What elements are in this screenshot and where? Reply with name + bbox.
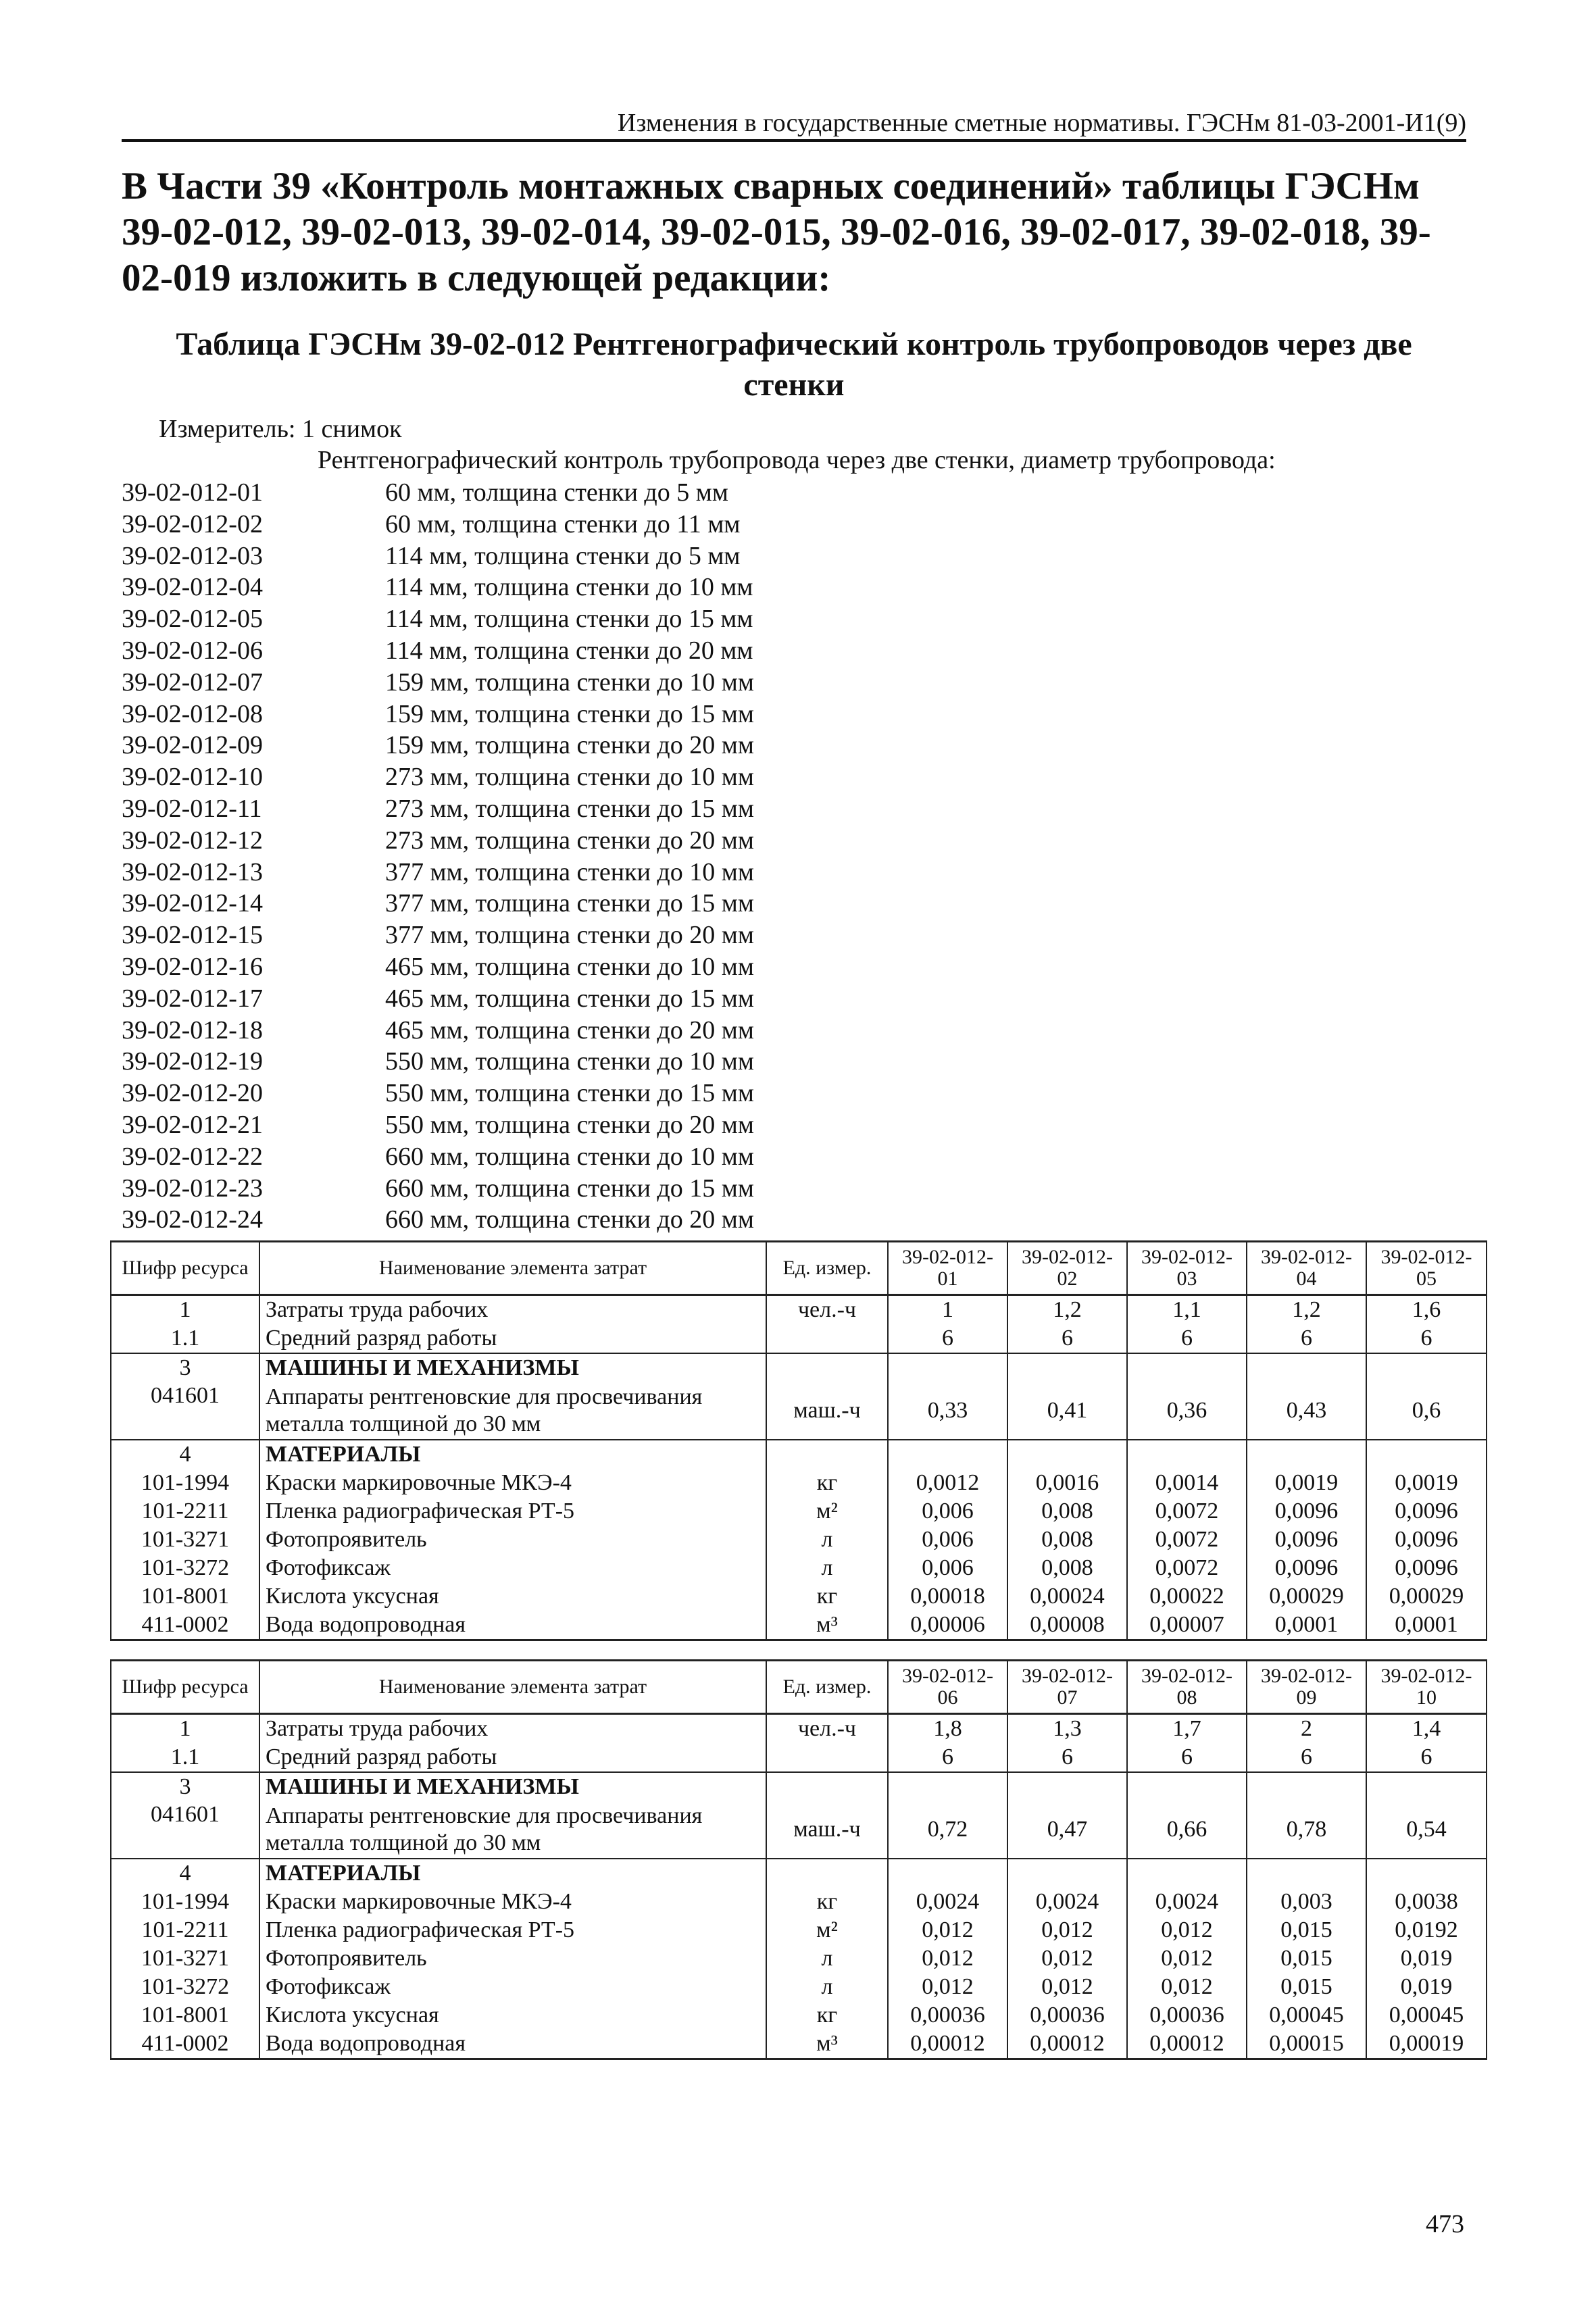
table-row xyxy=(111,1714,1487,1744)
resource-value xyxy=(888,1859,1007,1888)
resource-unit xyxy=(766,1324,888,1353)
resource-value: 0,00045 xyxy=(1366,2001,1487,2030)
resource-value: 0,00029 xyxy=(1247,1582,1366,1611)
header-norm-code: 39-02-012-06 xyxy=(888,1661,1007,1714)
resource-value: 0,0072 xyxy=(1127,1554,1247,1582)
table-row xyxy=(111,1440,1487,1469)
norm-code: 39-02-012-12 xyxy=(122,826,263,855)
resource-value: 0,0072 xyxy=(1127,1497,1247,1526)
resource-value: 0,0001 xyxy=(1247,1611,1366,1640)
resource-value: 0,00036 xyxy=(1007,2001,1127,2030)
resource-name: Фотофиксаж xyxy=(259,1554,766,1582)
resource-unit xyxy=(766,1743,888,1772)
resource-value: 1,3 xyxy=(1007,1714,1127,1744)
resource-value: 0,012 xyxy=(1007,1944,1127,1973)
resource-value xyxy=(1007,1859,1127,1888)
resource-code: 101-2211 xyxy=(111,1916,259,1944)
resource-name: Вода водопроводная xyxy=(259,1611,766,1640)
resource-name: Пленка радиографическая РТ-5 xyxy=(259,1916,766,1944)
resource-value: 0,00036 xyxy=(888,2001,1007,2030)
resource-value: 0,0096 xyxy=(1366,1554,1487,1582)
resource-name: Пленка радиографическая РТ-5 xyxy=(259,1497,766,1526)
norm-description: 114 мм, толщина стенки до 15 мм xyxy=(385,605,753,634)
resource-name: Фотопроявитель xyxy=(259,1944,766,1973)
norm-code: 39-02-012-17 xyxy=(122,984,263,1013)
norm-code: 39-02-012-23 xyxy=(122,1174,263,1203)
resource-value: 0,00024 xyxy=(1007,1582,1127,1611)
table-row xyxy=(111,1772,1487,1801)
resource-unit: л xyxy=(766,1526,888,1554)
header-norm-code: 39-02-012-02 xyxy=(1007,1242,1127,1295)
header-norm-code: 39-02-012-10 xyxy=(1366,1661,1487,1714)
norm-description: 159 мм, толщина стенки до 10 мм xyxy=(385,668,754,697)
resource-value xyxy=(1366,1772,1487,1801)
header-code: Шифр ресурса xyxy=(111,1242,259,1295)
resource-value xyxy=(1247,1353,1366,1382)
resource-value: 0,012 xyxy=(1007,1916,1127,1944)
norm-code: 39-02-012-10 xyxy=(122,763,263,792)
header-norm-code: 39-02-012-07 xyxy=(1007,1661,1127,1714)
norm-description: 550 мм, толщина стенки до 20 мм xyxy=(385,1110,754,1139)
norm-code: 39-02-012-21 xyxy=(122,1110,263,1139)
resource-value: 0,012 xyxy=(1127,1973,1247,2001)
resource-value: 1,1 xyxy=(1127,1295,1247,1325)
resource-value: 0,0024 xyxy=(1127,1888,1247,1916)
norm-code: 39-02-012-13 xyxy=(122,857,263,886)
table-row xyxy=(111,1801,1487,1859)
resource-unit: чел.-ч xyxy=(766,1295,888,1325)
resource-value: 0,00019 xyxy=(1366,2030,1487,2059)
resource-value xyxy=(1007,1772,1127,1801)
resource-name: Кислота уксусная xyxy=(259,1582,766,1611)
norm-code: 39-02-012-24 xyxy=(122,1205,263,1234)
norm-description: 377 мм, толщина стенки до 20 мм xyxy=(385,921,754,950)
resource-value xyxy=(1007,1353,1127,1382)
resource-value: 0,00008 xyxy=(1007,1611,1127,1640)
resource-value: 0,012 xyxy=(1127,1944,1247,1973)
resource-name: Фотофиксаж xyxy=(259,1973,766,2001)
norm-code: 39-02-012-02 xyxy=(122,509,263,538)
resource-name: МАШИНЫ И МЕХАНИЗМЫ xyxy=(259,1772,766,1801)
table-row xyxy=(111,1611,1487,1640)
norm-code-row xyxy=(122,983,1000,1015)
resource-unit: м³ xyxy=(766,2030,888,2059)
resource-value: 0,0096 xyxy=(1247,1526,1366,1554)
norm-code-row xyxy=(122,572,1000,603)
norm-description: 159 мм, толщина стенки до 15 мм xyxy=(385,699,754,728)
norm-code: 39-02-012-09 xyxy=(122,731,263,760)
norm-code-row xyxy=(122,951,1000,983)
norm-code-row xyxy=(122,1046,1000,1078)
table-row xyxy=(111,1859,1487,1888)
resource-value: 0,012 xyxy=(888,1916,1007,1944)
resource-value: 0,0016 xyxy=(1007,1469,1127,1497)
resource-value: 6 xyxy=(888,1743,1007,1772)
norm-code: 39-02-012-20 xyxy=(122,1079,263,1108)
norm-code-row xyxy=(122,825,1000,857)
norm-code: 39-02-012-15 xyxy=(122,921,263,950)
resource-value: 0,0019 xyxy=(1247,1469,1366,1497)
norm-description: 114 мм, толщина стенки до 20 мм xyxy=(385,636,753,665)
resource-unit: л xyxy=(766,1554,888,1582)
norm-description: 377 мм, толщина стенки до 10 мм xyxy=(385,857,754,886)
norm-code-row xyxy=(122,793,1000,825)
resource-value: 0,012 xyxy=(1127,1916,1247,1944)
resource-code: 101-3271 xyxy=(111,1526,259,1554)
resource-name: Кислота уксусная xyxy=(259,2001,766,2030)
norm-code: 39-02-012-18 xyxy=(122,1015,263,1045)
norm-description: 114 мм, толщина стенки до 10 мм xyxy=(385,573,753,602)
resource-value: 0,008 xyxy=(1007,1497,1127,1526)
resource-value xyxy=(1127,1859,1247,1888)
resource-value: 0,72 xyxy=(888,1801,1007,1859)
norm-code-row xyxy=(122,699,1000,730)
resource-unit: маш.-ч xyxy=(766,1801,888,1859)
resource-value: 0,41 xyxy=(1007,1382,1127,1440)
description-heading: Рентгенографический контроль трубопровода через две стенки, диаметр трубопровода: xyxy=(318,446,1276,474)
resource-value: 0,0072 xyxy=(1127,1526,1247,1554)
resource-value: 0,0096 xyxy=(1247,1497,1366,1526)
resource-code: 411-0002 xyxy=(111,1611,259,1640)
resource-name: Аппараты рентгеновские для просвечивания металла толщиной до 30 мм xyxy=(259,1382,766,1440)
resource-unit xyxy=(766,1440,888,1469)
resource-value: 0,0192 xyxy=(1366,1916,1487,1944)
resource-code: 1 xyxy=(111,1295,259,1325)
resource-unit xyxy=(766,1859,888,1888)
resource-code: 3 xyxy=(111,1353,259,1382)
header-norm-code: 39-02-012-08 xyxy=(1127,1661,1247,1714)
resource-name: Средний разряд работы xyxy=(259,1324,766,1353)
norm-code: 39-02-012-05 xyxy=(122,605,263,634)
resource-value xyxy=(1366,1353,1487,1382)
header-norm-code: 39-02-012-01 xyxy=(888,1242,1007,1295)
resource-value: 0,00012 xyxy=(1007,2030,1127,2059)
resource-value: 6 xyxy=(1366,1324,1487,1353)
norm-code: 39-02-012-14 xyxy=(122,889,263,918)
resource-name: Затраты труда рабочих xyxy=(259,1295,766,1325)
section-title: В Части 39 «Контроль монтажных сварных соединений» таблицы ГЭСНм 39-02-012, 39-02-013, 39-02-014, 39-02-015, 39-02-016, 39-02-017, 39-02-018, 39-02-019 изложить в следующей редакции: xyxy=(122,165,1431,299)
resource-value: 6 xyxy=(1127,1324,1247,1353)
norm-code: 39-02-012-11 xyxy=(122,794,262,823)
resource-code: 041601 xyxy=(111,1801,259,1859)
table-row xyxy=(111,1497,1487,1526)
resource-code: 101-3271 xyxy=(111,1944,259,1973)
norm-code-row xyxy=(122,1141,1000,1173)
resource-value: 6 xyxy=(1247,1324,1366,1353)
resource-value: 0,00022 xyxy=(1127,1582,1247,1611)
resource-value: 0,6 xyxy=(1366,1382,1487,1440)
resource-value: 0,00045 xyxy=(1247,2001,1366,2030)
resource-name: МАШИНЫ И МЕХАНИЗМЫ xyxy=(259,1353,766,1382)
header-code: Шифр ресурса xyxy=(111,1661,259,1714)
meter-line: Измеритель: 1 снимок xyxy=(159,415,402,443)
resource-code: 1.1 xyxy=(111,1324,259,1353)
resource-name: Аппараты рентгеновские для просвечивания металла толщиной до 30 мм xyxy=(259,1801,766,1859)
resource-value xyxy=(1247,1440,1366,1469)
norm-code-row xyxy=(122,1109,1000,1141)
resource-value: 0,00006 xyxy=(888,1611,1007,1640)
norm-code-row xyxy=(122,1173,1000,1205)
norm-code-row xyxy=(122,857,1000,888)
resource-value: 0,0014 xyxy=(1127,1469,1247,1497)
norm-code-row xyxy=(122,667,1000,699)
resource-value: 0,43 xyxy=(1247,1382,1366,1440)
resource-value: 0,019 xyxy=(1366,1944,1487,1973)
resource-unit: л xyxy=(766,1944,888,1973)
norm-code-row xyxy=(122,477,1000,509)
resource-code: 1.1 xyxy=(111,1743,259,1772)
header-norm-code: 39-02-012-03 xyxy=(1127,1242,1247,1295)
norm-code: 39-02-012-03 xyxy=(122,541,263,570)
header-norm-code: 39-02-012-09 xyxy=(1247,1661,1366,1714)
norm-code-row xyxy=(122,540,1000,572)
table-row xyxy=(111,1582,1487,1611)
resource-value: 0,0019 xyxy=(1366,1469,1487,1497)
table-row xyxy=(111,1295,1487,1325)
resource-code: 4 xyxy=(111,1859,259,1888)
resource-unit: кг xyxy=(766,2001,888,2030)
resource-value: 6 xyxy=(888,1324,1007,1353)
resource-value: 0,012 xyxy=(888,1944,1007,1973)
table-row xyxy=(111,1353,1487,1382)
running-header-text: Изменения в государственные сметные нормативы. ГЭСНм 81-03-2001-И1(9) xyxy=(617,109,1466,137)
resource-value: 0,0024 xyxy=(888,1888,1007,1916)
norm-description: 465 мм, толщина стенки до 10 мм xyxy=(385,952,754,981)
resource-unit: кг xyxy=(766,1582,888,1611)
resource-unit: маш.-ч xyxy=(766,1382,888,1440)
resource-name: Краски маркировочные МКЭ-4 xyxy=(259,1888,766,1916)
table-row xyxy=(111,1944,1487,1973)
norm-description: 377 мм, толщина стенки до 15 мм xyxy=(385,889,754,918)
page-number: 473 xyxy=(1426,2210,1464,2238)
resource-code: 101-2211 xyxy=(111,1497,259,1526)
resource-value xyxy=(1127,1440,1247,1469)
norm-code-row xyxy=(122,761,1000,793)
resource-value: 1,2 xyxy=(1007,1295,1127,1325)
resource-value: 0,0096 xyxy=(1366,1526,1487,1554)
resource-value: 0,012 xyxy=(1007,1973,1127,2001)
table-row xyxy=(111,1743,1487,1772)
resource-code: 1 xyxy=(111,1714,259,1744)
norm-code-row xyxy=(122,603,1000,635)
norm-description: 465 мм, толщина стенки до 20 мм xyxy=(385,1015,754,1045)
norm-description: 273 мм, толщина стенки до 15 мм xyxy=(385,794,754,823)
norm-code: 39-02-012-22 xyxy=(122,1142,263,1171)
table-header-row xyxy=(111,1242,1487,1295)
resource-unit xyxy=(766,1353,888,1382)
resource-value: 0,47 xyxy=(1007,1801,1127,1859)
norm-description: 114 мм, толщина стенки до 5 мм xyxy=(385,541,741,570)
resource-table-1 xyxy=(110,1240,1487,1641)
resource-code: 4 xyxy=(111,1440,259,1469)
resource-value: 0,00029 xyxy=(1366,1582,1487,1611)
resource-name: Средний разряд работы xyxy=(259,1743,766,1772)
resource-code: 411-0002 xyxy=(111,2030,259,2059)
table-row xyxy=(111,1469,1487,1497)
norm-description: 660 мм, толщина стенки до 15 мм xyxy=(385,1174,754,1203)
resource-value: 0,66 xyxy=(1127,1801,1247,1859)
resource-value: 0,003 xyxy=(1247,1888,1366,1916)
resource-value: 0,00012 xyxy=(1127,2030,1247,2059)
table-row xyxy=(111,1973,1487,2001)
norm-code-list xyxy=(122,477,1000,1236)
norm-description: 550 мм, толщина стенки до 10 мм xyxy=(385,1047,754,1076)
resource-value: 0,006 xyxy=(888,1554,1007,1582)
norm-code: 39-02-012-01 xyxy=(122,478,263,507)
resource-value: 0,008 xyxy=(1007,1526,1127,1554)
table-row xyxy=(111,2030,1487,2059)
table-title: Таблица ГЭСНм 39-02-012 Рентгенографический контроль трубопроводов через две стенки xyxy=(176,326,1412,403)
resource-value: 1,2 xyxy=(1247,1295,1366,1325)
resource-value: 0,00012 xyxy=(888,2030,1007,2059)
resource-value: 1,6 xyxy=(1366,1295,1487,1325)
norm-code: 39-02-012-07 xyxy=(122,668,263,697)
norm-code: 39-02-012-08 xyxy=(122,699,263,728)
norm-description: 273 мм, толщина стенки до 10 мм xyxy=(385,763,754,792)
norm-description: 660 мм, толщина стенки до 10 мм xyxy=(385,1142,754,1171)
resource-value xyxy=(1127,1353,1247,1382)
table-row xyxy=(111,1382,1487,1440)
norm-description: 60 мм, толщина стенки до 5 мм xyxy=(385,478,728,507)
resource-value: 6 xyxy=(1127,1743,1247,1772)
resource-value: 6 xyxy=(1247,1743,1366,1772)
resource-name: Затраты труда рабочих xyxy=(259,1714,766,1744)
resource-code: 101-1994 xyxy=(111,1888,259,1916)
norm-description: 465 мм, толщина стенки до 15 мм xyxy=(385,984,754,1013)
norm-description: 60 мм, толщина стенки до 11 мм xyxy=(385,509,741,538)
resource-unit xyxy=(766,1772,888,1801)
resource-code: 101-1994 xyxy=(111,1469,259,1497)
resource-value: 1,4 xyxy=(1366,1714,1487,1744)
resource-unit: м³ xyxy=(766,1611,888,1640)
resource-value: 0,36 xyxy=(1127,1382,1247,1440)
resource-value: 0,006 xyxy=(888,1497,1007,1526)
resource-value xyxy=(1127,1772,1247,1801)
norm-code-row xyxy=(122,1015,1000,1047)
resource-value: 0,015 xyxy=(1247,1944,1366,1973)
resource-value: 0,0001 xyxy=(1366,1611,1487,1640)
resource-value: 6 xyxy=(1366,1743,1487,1772)
resource-unit: м² xyxy=(766,1916,888,1944)
resource-value: 1 xyxy=(888,1295,1007,1325)
resource-value xyxy=(1247,1859,1366,1888)
resource-code: 3 xyxy=(111,1772,259,1801)
resource-unit: кг xyxy=(766,1888,888,1916)
resource-value: 0,0096 xyxy=(1247,1554,1366,1582)
norm-code-row xyxy=(122,635,1000,667)
norm-description: 273 мм, толщина стенки до 20 мм xyxy=(385,826,754,855)
table-row xyxy=(111,1916,1487,1944)
resource-value: 0,006 xyxy=(888,1526,1007,1554)
header-norm-code: 39-02-012-04 xyxy=(1247,1242,1366,1295)
resource-value: 0,00015 xyxy=(1247,2030,1366,2059)
resource-value: 1,7 xyxy=(1127,1714,1247,1744)
resource-code: 101-3272 xyxy=(111,1973,259,2001)
resource-unit: чел.-ч xyxy=(766,1714,888,1744)
resource-value: 0,015 xyxy=(1247,1916,1366,1944)
norm-code: 39-02-012-19 xyxy=(122,1047,263,1076)
table-row xyxy=(111,1526,1487,1554)
resource-value: 2 xyxy=(1247,1714,1366,1744)
resource-unit: кг xyxy=(766,1469,888,1497)
resource-value: 0,0096 xyxy=(1366,1497,1487,1526)
resource-code: 101-8001 xyxy=(111,2001,259,2030)
table-header-row xyxy=(111,1661,1487,1714)
header-unit: Ед. измер. xyxy=(766,1661,888,1714)
norm-code: 39-02-012-04 xyxy=(122,573,263,602)
resource-value xyxy=(1247,1772,1366,1801)
table-row xyxy=(111,1324,1487,1353)
norm-code-row xyxy=(122,730,1000,761)
resource-name: Краски маркировочные МКЭ-4 xyxy=(259,1469,766,1497)
header-norm-code: 39-02-012-05 xyxy=(1366,1242,1487,1295)
resource-value: 0,00007 xyxy=(1127,1611,1247,1640)
resource-unit: м² xyxy=(766,1497,888,1526)
resource-value: 6 xyxy=(1007,1743,1127,1772)
resource-value xyxy=(888,1772,1007,1801)
resource-value: 0,019 xyxy=(1366,1973,1487,2001)
resource-value: 0,00018 xyxy=(888,1582,1007,1611)
resource-name: МАТЕРИАЛЫ xyxy=(259,1859,766,1888)
resource-value: 0,015 xyxy=(1247,1973,1366,2001)
norm-code-row xyxy=(122,1204,1000,1236)
table-row xyxy=(111,1554,1487,1582)
resource-value: 0,0038 xyxy=(1366,1888,1487,1916)
resource-value: 0,78 xyxy=(1247,1801,1366,1859)
norm-description: 159 мм, толщина стенки до 20 мм xyxy=(385,731,754,760)
resource-value: 0,33 xyxy=(888,1382,1007,1440)
norm-code-row xyxy=(122,920,1000,951)
header-name: Наименование элемента затрат xyxy=(259,1661,766,1714)
resource-code: 101-3272 xyxy=(111,1554,259,1582)
resource-value xyxy=(888,1353,1007,1382)
resource-name: МАТЕРИАЛЫ xyxy=(259,1440,766,1469)
norm-code: 39-02-012-16 xyxy=(122,952,263,981)
resource-value: 0,0024 xyxy=(1007,1888,1127,1916)
norm-description: 660 мм, толщина стенки до 20 мм xyxy=(385,1205,754,1234)
norm-code-row xyxy=(122,509,1000,540)
resource-table-2 xyxy=(110,1659,1487,2060)
norm-code: 39-02-012-06 xyxy=(122,636,263,665)
norm-code-row xyxy=(122,1078,1000,1109)
resource-value: 6 xyxy=(1007,1324,1127,1353)
resource-value: 0,012 xyxy=(888,1973,1007,2001)
header-unit: Ед. измер. xyxy=(766,1242,888,1295)
resource-value xyxy=(1366,1440,1487,1469)
norm-code-row xyxy=(122,888,1000,920)
resource-value xyxy=(888,1440,1007,1469)
resource-code: 101-8001 xyxy=(111,1582,259,1611)
norm-description: 550 мм, толщина стенки до 15 мм xyxy=(385,1079,754,1108)
resource-value: 0,0012 xyxy=(888,1469,1007,1497)
header-name: Наименование элемента затрат xyxy=(259,1242,766,1295)
resource-value: 0,008 xyxy=(1007,1554,1127,1582)
resource-value: 0,00036 xyxy=(1127,2001,1247,2030)
resource-name: Фотопроявитель xyxy=(259,1526,766,1554)
resource-unit: л xyxy=(766,1973,888,2001)
resource-value: 1,8 xyxy=(888,1714,1007,1744)
running-header xyxy=(122,108,1466,142)
resource-value: 0,54 xyxy=(1366,1801,1487,1859)
table-row xyxy=(111,1888,1487,1916)
resource-name: Вода водопроводная xyxy=(259,2030,766,2059)
resource-value xyxy=(1007,1440,1127,1469)
resource-value xyxy=(1366,1859,1487,1888)
table-row xyxy=(111,2001,1487,2030)
resource-code: 041601 xyxy=(111,1382,259,1440)
